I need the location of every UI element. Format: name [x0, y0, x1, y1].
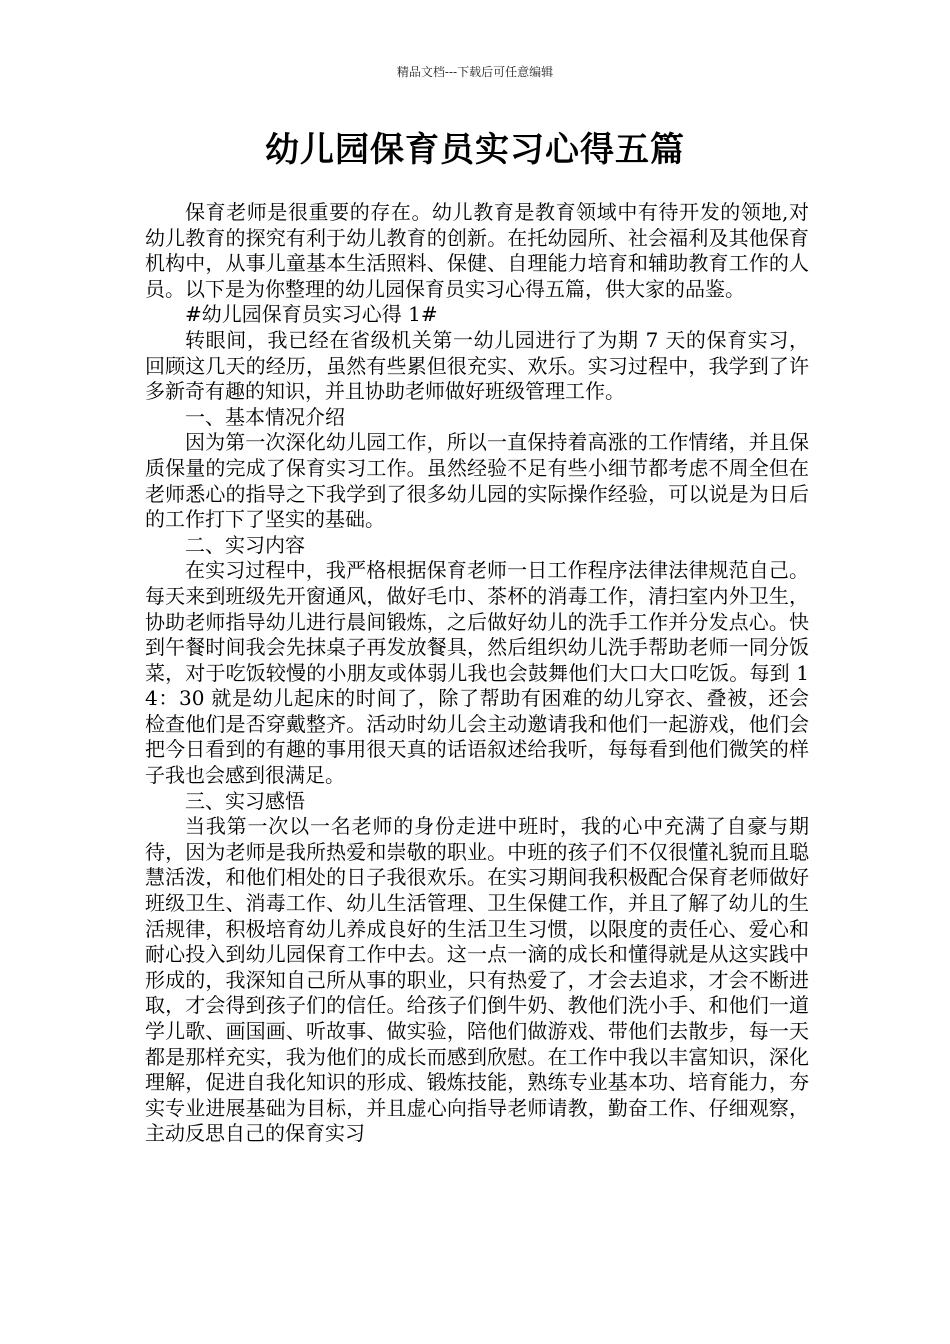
body-paragraph: 在实习过程中，我严格根据保育老师一日工作程序法律法律规范自己。每天来到班级先开窗通风，做好毛巾、茶杯的消毒工作，清扫室内外卫生，协助老师指导幼儿进行晨间锻炼，之后做好幼儿的洗手工作并分发点心。快到午餐时间我会先抹桌子再发放餐具，然后组织幼儿洗手帮助老师一同分饭菜，对于吃饭较慢的小朋友或体弱儿我也会鼓舞他们大口大口吃饭。每到 14：30 就是幼儿起床的时间了，除了帮助有困难的幼儿穿衣、叠被，还会检查他们是否穿戴整齐。活动时幼儿会主动邀请我和他们一起游戏，他们会把今日看到的有趣的事用很天真的话语叙述给我听，每每看到他们微笑的样子我也会感到很满足。: [145, 558, 809, 788]
body-paragraph: 转眼间，我已经在省级机关第一幼儿园进行了为期 7 天的保育实习，回顾这几天的经历，虽然有些累但很充实、欢乐。实习过程中，我学到了许多新奇有趣的知识，并且协助老师做好班级管理工作。: [145, 327, 809, 404]
subheading-basic-situation: 一、基本情况介绍: [185, 404, 345, 429]
intro-paragraph: 保育老师是很重要的存在。幼儿教育是教育领域中有待开发的领地,对幼儿教育的探究有利于幼儿教育的创新。在托幼园所、社会福利及其他保育机构中，从事儿童基本生活照料、保健、自理能力培育和辅助教育工作的人员。以下是为你整理的幼儿园保育员实习心得五篇，供大家的品鉴。: [145, 200, 809, 301]
subheading-internship-reflection: 三、实习感悟: [185, 788, 305, 813]
document-body: [145, 200, 809, 1147]
section-heading-part-1: #幼儿园保育员实习心得 1#: [185, 302, 438, 327]
page-header: 精品文档---下载后可任意编辑: [396, 65, 554, 79]
body-paragraph: 当我第一次以一名老师的身份走进中班时，我的心中充满了自豪与期待，因为老师是我所热爱和崇敬的职业。中班的孩子们不仅很懂礼貌而且聪慧活泼，和他们相处的日子我很欢乐。在实习期间我积极配合保育老师做好班级卫生、消毒工作、幼儿生活管理、卫生保健工作，并且了解了幼儿的生活规律，积极培育幼儿养成良好的生活卫生习惯，以限度的责任心、爱心和耐心投入到幼儿园保育工作中去。这一点一滴的成长和懂得就是从这实践中形成的，我深知自己所从事的职业，只有热爱了，才会去追求，才会不断进取，才会得到孩子们的信任。给孩子们倒牛奶、教他们洗小手、和他们一道学儿歌、画国画、听故事、做实验，陪他们做游戏、带他们去散步，每一天都是那样充实，我为他们的成长而感到欣慰。在工作中我以丰富知识，深化理解，促进自我化知识的形成、锻炼技能，熟练专业基本功、培育能力，夯实专业进展基础为目标，并且虚心向指导老师请教，勤奋工作、仔细观察，主动反思自己的保育实习: [145, 814, 809, 1146]
body-paragraph: 因为第一次深化幼儿园工作，所以一直保持着高涨的工作情绪，并且保质保量的完成了保育实习工作。虽然经验不足有些小细节都考虑不周全但在老师悉心的指导之下我学到了很多幼儿园的实际操作经验，可以说是为日后的工作打下了坚实的基础。: [145, 430, 809, 532]
subheading-internship-content: 二、实习内容: [185, 532, 305, 557]
document-title: 幼儿园保育员实习心得五篇: [265, 130, 685, 170]
